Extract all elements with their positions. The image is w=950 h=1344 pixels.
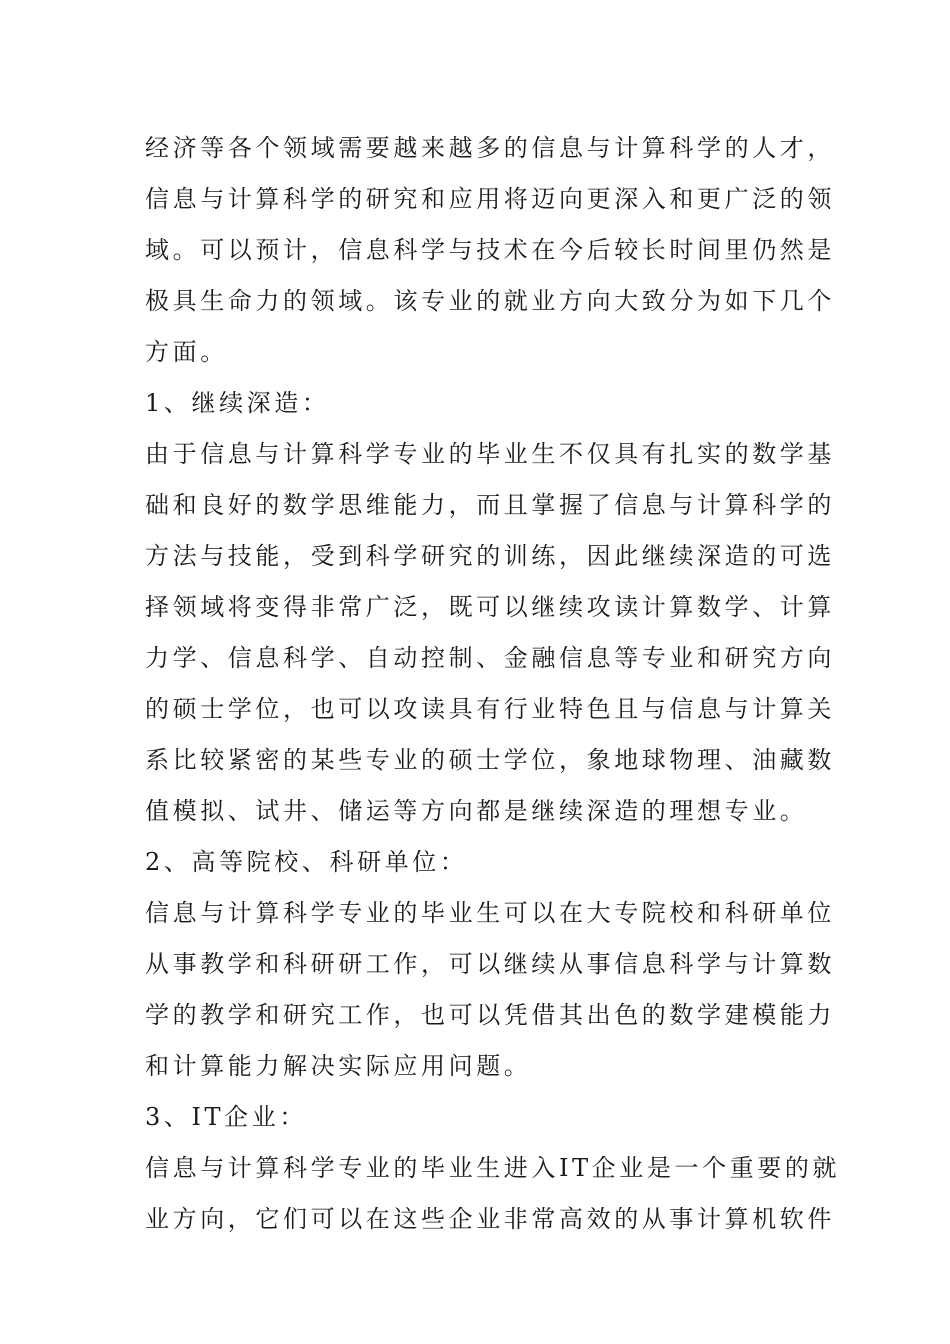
text-line: 信息与计算科学专业的毕业生可以在大专院校和科研单位 <box>145 899 835 927</box>
text-line: 业方向，它们可以在这些企业非常高效的从事计算机软件 <box>145 1205 835 1233</box>
text-line: 和计算能力解决实际应用问题。 <box>145 1052 532 1080</box>
text-line: 信息与计算科学的研究和应用将迈向更深入和更广泛的领 <box>145 185 835 213</box>
text-line: 力学、信息科学、自动控制、金融信息等专业和研究方向 <box>145 644 835 672</box>
document-body <box>145 123 841 1245</box>
section-heading: 3、IT企业： <box>145 1103 307 1131</box>
section-heading: 2、高等院校、科研单位： <box>145 848 468 876</box>
text-line: 础和良好的数学思维能力，而且掌握了信息与计算科学的 <box>145 491 835 519</box>
text-line: 经济等各个领域需要越来越多的信息与计算科学的人才， <box>145 134 835 162</box>
text-line: 学的教学和研究工作，也可以凭借其出色的数学建模能力 <box>145 1001 835 1029</box>
text-line: 方法与技能，受到科学研究的训练，因此继续深造的可选 <box>145 542 835 570</box>
text-line: 从事教学和科研研工作，可以继续从事信息科学与计算数 <box>145 950 835 978</box>
section-heading: 1、继续深造： <box>145 389 330 417</box>
text-line: 由于信息与计算科学专业的毕业生不仅具有扎实的数学基 <box>145 440 835 468</box>
text-line: 极具生命力的领域。该专业的就业方向大致分为如下几个 <box>145 287 835 315</box>
text-line: 域。可以预计，信息科学与技术在今后较长时间里仍然是 <box>145 236 835 264</box>
text-line: 择领域将变得非常广泛，既可以继续攻读计算数学、计算 <box>145 593 835 621</box>
text-line: 值模拟、试井、储运等方向都是继续深造的理想专业。 <box>145 797 808 825</box>
text-line: 方面。 <box>145 338 228 366</box>
text-line: 的硕士学位，也可以攻读具有行业特色且与信息与计算关 <box>145 695 835 723</box>
text-line: 系比较紧密的某些专业的硕士学位，象地球物理、油藏数 <box>145 746 835 774</box>
text-line: 信息与计算科学专业的毕业生进入IT企业是一个重要的就 <box>145 1154 841 1182</box>
